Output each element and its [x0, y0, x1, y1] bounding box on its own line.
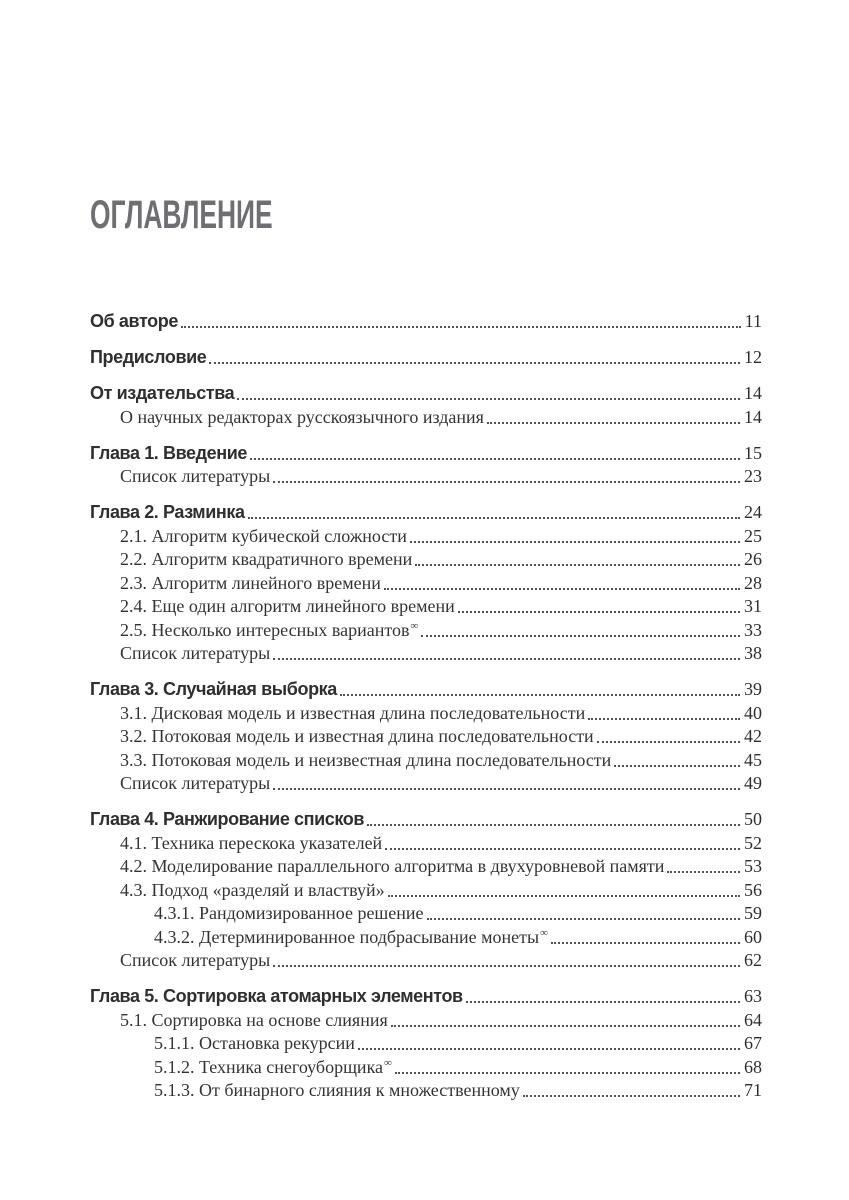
toc-entry: [90, 1079, 762, 1101]
toc-entry-label: 3.1. Дисковая модель и известная длина последовательности: [120, 702, 586, 723]
toc-entry: [90, 949, 762, 971]
dotted-leader: [551, 942, 740, 944]
toc-entry-label: Список литературы: [120, 643, 271, 663]
toc-entry: [90, 1032, 762, 1054]
toc-entry: [90, 902, 762, 924]
dotted-leader: [273, 658, 740, 660]
advanced-section-infinity-marker: ∞: [410, 619, 419, 632]
toc-entry-page: 40: [744, 702, 762, 723]
dotted-leader: [209, 362, 740, 364]
dotted-leader: [523, 1095, 740, 1097]
toc-entry-label: Глава 1. Введение: [90, 442, 248, 463]
toc-entry-label: 4.1. Техника перескока указателей: [120, 832, 383, 853]
toc-list: [90, 310, 762, 1101]
page-title: [90, 193, 762, 237]
toc-entry-label: 5.1.2. Техника снегоуборщика∞: [154, 1056, 392, 1077]
toc-entry: [90, 465, 762, 487]
toc-entry-page: 53: [744, 856, 762, 876]
toc-entry: [90, 346, 762, 368]
advanced-section-infinity-marker: ∞: [384, 1056, 392, 1069]
toc-entry-page: 28: [744, 572, 762, 593]
toc-entry: [90, 548, 762, 570]
dotted-leader: [385, 848, 740, 850]
toc-entry-label: Глава 3. Случайная выборка: [90, 679, 337, 699]
toc-entry: [90, 772, 762, 794]
dotted-leader: [273, 965, 740, 967]
toc-entry-page: 52: [744, 832, 762, 853]
dotted-leader: [421, 635, 740, 637]
toc-entry-page: 59: [744, 903, 762, 923]
toc-entry: [90, 595, 762, 617]
toc-entry: [90, 406, 762, 428]
toc-entry-label: 2.3. Алгоритм линейного времени: [120, 572, 381, 593]
toc-entry-label: 4.3.2. Детерминированное подбрасывание монеты∞: [154, 926, 548, 947]
toc-entry: [90, 572, 762, 594]
dotted-leader: [181, 326, 741, 328]
toc-entry-page: 25: [744, 525, 762, 546]
toc-entry-label: Об авторе: [90, 311, 178, 331]
toc-entry-label: О научных редакторах русскоязычного издания: [120, 406, 484, 427]
toc-entry: [90, 879, 762, 901]
toc-entry-page: 56: [744, 879, 762, 900]
dotted-leader: [273, 788, 740, 790]
toc-entry-label: 5.1. Сортировка на основе слияния: [120, 1009, 388, 1030]
toc-entry-page: 14: [744, 406, 762, 427]
toc-entry-page: 14: [744, 383, 762, 403]
toc-entry-label: Список литературы: [120, 466, 271, 486]
toc-entry: [90, 702, 762, 724]
toc-entry-page: 67: [744, 1033, 762, 1053]
toc-entry: [90, 725, 762, 747]
toc-entry: [90, 382, 762, 404]
dotted-leader: [667, 871, 740, 873]
toc-entry-page: 42: [744, 726, 762, 746]
dotted-leader: [237, 398, 740, 400]
toc-entry: [90, 926, 762, 948]
dotted-leader: [250, 458, 740, 460]
advanced-section-infinity-marker: ∞: [540, 926, 548, 939]
toc-entry-label: Предисловие: [90, 347, 207, 367]
toc-group: [90, 346, 762, 368]
dotted-leader: [410, 541, 740, 543]
toc-entry-page: 60: [744, 926, 762, 947]
toc-entry: [90, 985, 762, 1007]
toc-entry-label: 4.3. Подход «разделяй и властвуй»: [120, 879, 385, 900]
toc-entry-page: 49: [744, 773, 762, 793]
toc-entry-page: 45: [744, 749, 762, 770]
dotted-leader: [487, 422, 740, 424]
toc-entry-label: 3.2. Потоковая модель и известная длина последовательности: [120, 726, 594, 746]
toc-group: [90, 808, 762, 971]
toc-entry: [90, 678, 762, 700]
toc-entry-page: 71: [744, 1080, 762, 1100]
toc-group: [90, 382, 762, 428]
page-title-text: ОГЛАВЛЕНИЕ: [90, 193, 273, 237]
toc-entry: [90, 525, 762, 547]
toc-entry-label: Список литературы: [120, 773, 271, 793]
toc-entry-label: 5.1.1. Остановка рекурсии: [154, 1033, 355, 1053]
toc-entry-page: 33: [744, 619, 762, 640]
toc-group: [90, 678, 762, 794]
toc-group: [90, 501, 762, 664]
toc-entry: [90, 619, 762, 641]
toc-entry: [90, 501, 762, 523]
toc-entry-page: 38: [744, 643, 762, 663]
dotted-leader: [614, 765, 740, 767]
toc-entry-label: 4.2. Моделирование параллельного алгоритма в двухуровневой памяти: [120, 856, 665, 876]
toc-group: [90, 442, 762, 488]
toc-entry-page: 24: [744, 502, 762, 522]
toc-entry: [90, 1056, 762, 1078]
toc-entry-page: 15: [744, 442, 762, 463]
toc-entry-label: Список литературы: [120, 950, 271, 970]
toc-entry-page: 63: [744, 986, 762, 1006]
toc-entry: [90, 1009, 762, 1031]
toc-group: [90, 310, 762, 332]
dotted-leader: [395, 1072, 740, 1074]
toc-entry-page: 12: [744, 347, 762, 367]
toc-entry-page: 62: [744, 950, 762, 970]
toc-entry: [90, 808, 762, 830]
dotted-leader: [588, 718, 740, 720]
toc-entry: [90, 642, 762, 664]
toc-entry-page: 68: [744, 1056, 762, 1077]
dotted-leader: [358, 1048, 740, 1050]
toc-entry-label: 4.3.1. Рандомизированное решение: [154, 903, 424, 923]
toc-entry-label: Глава 2. Разминка: [90, 502, 245, 522]
toc-entry-page: 31: [744, 596, 762, 616]
dotted-leader: [415, 564, 740, 566]
toc-entry: [90, 310, 762, 332]
toc-entry-label: 2.5. Несколько интересных вариантов∞: [120, 619, 419, 640]
toc-entry-page: 26: [744, 549, 762, 569]
dotted-leader: [340, 694, 740, 696]
toc-entry: [90, 832, 762, 854]
dotted-leader: [248, 517, 740, 519]
dotted-leader: [367, 824, 740, 826]
dotted-leader: [391, 1025, 740, 1027]
toc-entry-label: 5.1.3. От бинарного слияния к множественному: [154, 1080, 520, 1100]
toc-entry-label: Глава 4. Ранжирование списков: [90, 809, 365, 829]
toc-entry-label: 3.3. Потоковая модель и неизвестная длина последовательности: [120, 749, 612, 770]
dotted-leader: [384, 588, 740, 590]
toc-entry-label: 2.1. Алгоритм кубической сложности: [120, 525, 407, 546]
toc-entry-page: 64: [744, 1009, 762, 1030]
toc-entry-page: 23: [744, 466, 762, 486]
toc-entry-label: 2.2. Алгоритм квадратичного времени: [120, 549, 413, 569]
dotted-leader: [466, 1001, 740, 1003]
dotted-leader: [427, 918, 740, 920]
toc-entry-label: 2.4. Еще один алгоритм линейного времени: [120, 596, 455, 616]
toc-entry: [90, 855, 762, 877]
dotted-leader: [388, 895, 740, 897]
toc-entry: [90, 749, 762, 771]
toc-entry: [90, 442, 762, 464]
toc-entry-label: Глава 5. Сортировка атомарных элементов: [90, 986, 463, 1006]
toc-entry-label: От издательства: [90, 383, 235, 403]
toc-group: [90, 985, 762, 1101]
dotted-leader: [597, 741, 740, 743]
toc-entry-page: 11: [744, 311, 762, 331]
toc-entry-page: 39: [744, 679, 762, 699]
dotted-leader: [458, 611, 740, 613]
toc-entry-page: 50: [744, 809, 762, 829]
dotted-leader: [273, 481, 740, 483]
